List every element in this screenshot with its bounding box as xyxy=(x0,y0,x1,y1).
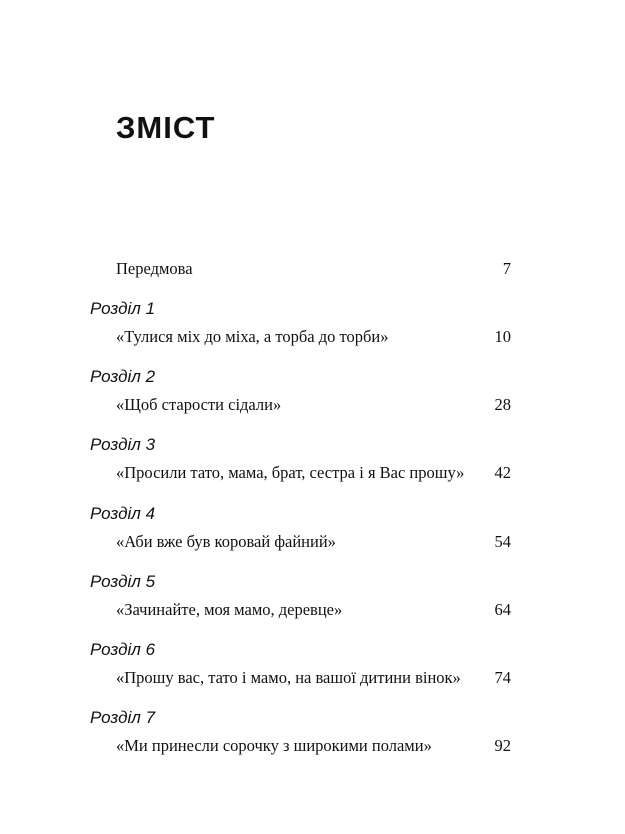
toc-entry xyxy=(116,734,511,758)
toc-entry xyxy=(116,461,511,485)
toc-entry xyxy=(116,666,511,690)
chapter-heading: Розділ 2 xyxy=(90,367,156,386)
toc-entry xyxy=(116,530,511,554)
page-title: ЗМІСТ xyxy=(116,110,216,145)
chapter-heading: Розділ 3 xyxy=(90,435,156,454)
toc-entry xyxy=(116,598,511,622)
toc-entry-page: 7 xyxy=(502,259,511,278)
chapter-heading: Розділ 4 xyxy=(90,504,156,523)
toc-entry-page: 54 xyxy=(494,532,511,551)
toc-entry-title: «Аби вже був коровай файний» xyxy=(116,532,336,551)
chapter-heading: Розділ 5 xyxy=(90,572,156,591)
chapter-heading: Розділ 1 xyxy=(90,299,156,318)
toc-entry-page: 10 xyxy=(494,327,511,346)
toc-entry-title: «Зачинайте, моя мамо, деревце» xyxy=(116,600,343,619)
toc-entry-page: 42 xyxy=(494,463,511,482)
chapter-heading: Розділ 7 xyxy=(90,708,156,727)
chapter-heading: Розділ 6 xyxy=(90,640,156,659)
toc-entry-title: «Тулися міх до міха, а торба до торби» xyxy=(116,327,389,346)
toc-entry-title: «Просили тато, мама, брат, сестра і я Вас прошу» xyxy=(116,463,465,482)
toc-entry-page: 74 xyxy=(494,668,511,687)
toc-entry xyxy=(116,393,511,417)
toc-entry-title: «Прошу вас, тато і мамо, на вашої дитини вінок» xyxy=(116,668,461,687)
toc-entry-page: 28 xyxy=(494,395,511,414)
toc-entry-title: «Ми принесли сорочку з широкими полами» xyxy=(116,736,432,755)
toc-entry xyxy=(116,325,511,349)
toc-entry-page: 92 xyxy=(494,736,511,755)
toc-entry-title: «Щоб старости сідали» xyxy=(116,395,282,414)
toc-entry-foreword xyxy=(116,257,511,281)
toc-entry-title: Передмова xyxy=(116,259,193,278)
toc-entry-page: 64 xyxy=(494,600,511,619)
